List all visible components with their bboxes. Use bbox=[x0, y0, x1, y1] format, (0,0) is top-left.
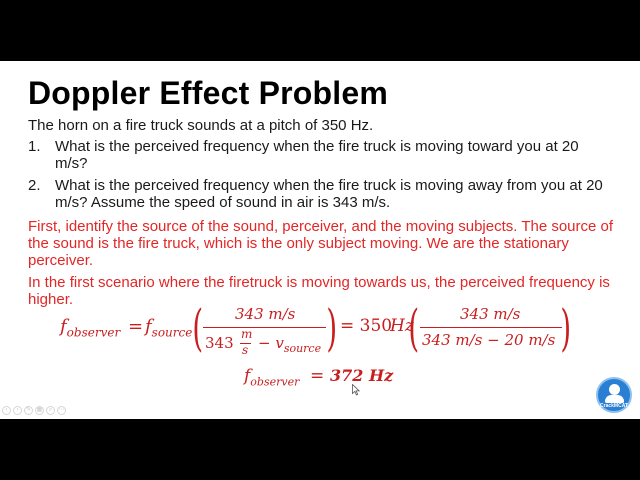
zoom-icon[interactable]: ⌕ bbox=[46, 406, 55, 415]
mouse-cursor-icon bbox=[352, 384, 360, 396]
right-paren-1: ) bbox=[326, 299, 338, 357]
crackmcat-logo bbox=[596, 377, 632, 413]
result-f-observer: $f_{observer}$ bbox=[244, 366, 300, 389]
next-slide-icon[interactable]: › bbox=[13, 406, 22, 415]
intro-text: The horn on a fire truck sounds at a pitch of 350 Hz. bbox=[28, 117, 374, 134]
question-1 bbox=[28, 138, 608, 172]
question-2 bbox=[28, 177, 608, 211]
explanation-paragraph-1: First, identify the source of the sound, perceiver, and the moving subjects. The source of the sound is the fire truck, which is the only subject moving. We are the stationary perceiver. bbox=[28, 218, 614, 269]
denominator-1-s: s bbox=[242, 343, 249, 357]
question-1-text: What is the perceived frequency when the fire truck is moving toward you at 20 m/s? bbox=[55, 138, 579, 172]
right-paren-2: ) bbox=[560, 299, 572, 357]
fraction-line-2 bbox=[420, 327, 562, 328]
question-1-number: 1. bbox=[28, 138, 41, 155]
left-paren-2: ( bbox=[408, 299, 420, 357]
f-source: $f_{source}$ bbox=[145, 316, 193, 340]
presentation-toolbar bbox=[2, 406, 66, 416]
previous-slide-icon[interactable]: ‹ bbox=[2, 406, 11, 415]
denominator-1-m: m bbox=[241, 327, 253, 341]
more-options-icon[interactable]: ⋯ bbox=[58, 407, 65, 413]
logo-person-body bbox=[605, 395, 624, 403]
question-2-number: 2. bbox=[28, 177, 41, 194]
numerator-2: 343 m/s bbox=[460, 305, 521, 323]
hz-unit: Hz bbox=[390, 316, 414, 336]
v-source: − $v_{source}$ bbox=[258, 334, 322, 355]
question-2-text: What is the perceived frequency when the fire truck is moving away from you at 20 m/s? Assume the speed of sound in air is 343 m/s. bbox=[55, 177, 603, 211]
denominator-1: 343 bbox=[205, 334, 234, 352]
logo-person-head bbox=[609, 384, 620, 395]
logo-label: CrackMCAT bbox=[600, 403, 628, 409]
pen-icon[interactable]: ✎ bbox=[25, 407, 32, 413]
f-observer: $f_{observer}$ bbox=[60, 316, 121, 340]
slide-title: Doppler Effect Problem bbox=[28, 75, 389, 111]
numerator-1: 343 m/s bbox=[235, 305, 296, 323]
denominator-2: 343 m/s − 20 m/s bbox=[422, 331, 556, 349]
slide bbox=[0, 61, 640, 419]
left-paren-1: ( bbox=[192, 299, 204, 357]
result-equals: = bbox=[310, 366, 325, 386]
fraction-line-1 bbox=[203, 327, 326, 328]
explanation-paragraph-2: In the first scenario where the firetruck is moving towards us, the perceived frequency is higher. bbox=[28, 274, 610, 308]
equals-350: = 350 bbox=[340, 316, 393, 336]
slides-grid-icon[interactable]: ▦ bbox=[36, 407, 43, 413]
result-value: 372 Hz bbox=[330, 366, 394, 385]
equals-sign: = bbox=[128, 316, 144, 337]
